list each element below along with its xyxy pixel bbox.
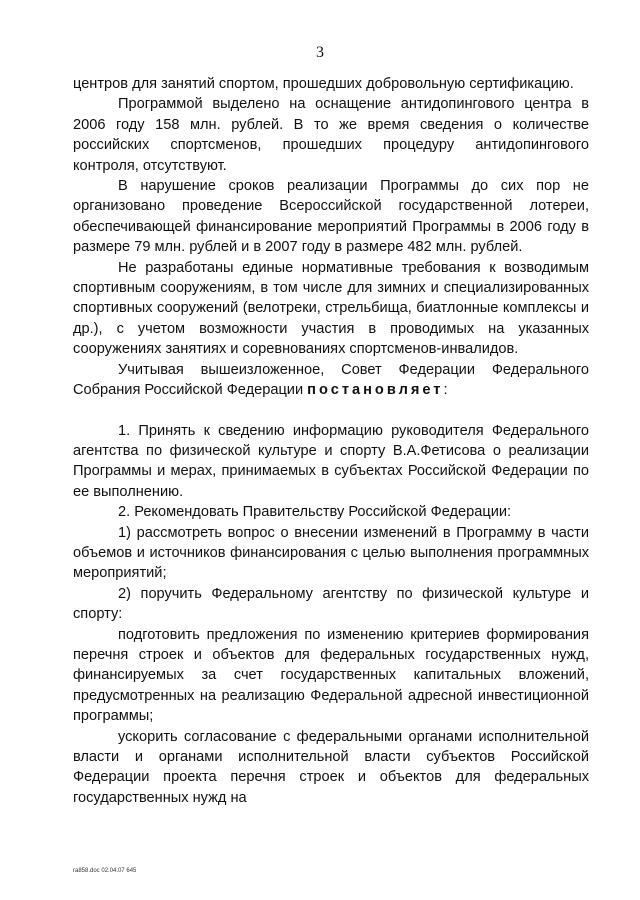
paragraph: 1) рассмотреть вопрос о внесении изменений в Программу в части объемов и источников финансирования с целью выполнения программных мероприятий; (73, 524, 589, 582)
resolution-intro: Учитывая вышеизложенное, Совет Федерации Федерального Собрания Российской Федерации (73, 361, 589, 399)
paragraph: 1. Принять к сведению информацию руководителя Федерального агентства по физической культуре и спорту В.А.Фетисова о реализации Программы и мерах, принимаемых в субъектах Российской Федерации по ее выполнению. (73, 422, 589, 500)
resolution-paragraph (73, 360, 589, 401)
document-body (73, 74, 589, 808)
file-footer: ra858.doc 02.04.07 645 (73, 868, 137, 874)
paragraph: ускорить согласование с федеральными органами исполнительной власти и органами исполнительной власти субъектов Российской Федерации проекта перечня строек и объектов для федеральных государственных нужд на (73, 728, 589, 806)
paragraph: 2. Рекомендовать Правительству Российской Федерации: (118, 504, 512, 521)
paragraph: 2) поручить Федеральному агентству по физической культуре и спорту: (73, 585, 589, 623)
paragraph: Программой выделено на оснащение антидопингового центра в 2006 году 158 млн. рублей. В то же время сведения о количестве российских спортсменов, прошедших процедуру антидопингового контроля, отсутствуют. (73, 96, 589, 174)
paragraph: Не разработаны единые нормативные требования к возводимым спортивным сооружениям, в том числе для зимних и специализированных спортивных сооружений (велотреки, стрельбища, биатлонные комплексы и др.), с учетом возможности участия в проводимых на указанных сооружениях занятиях и соревнованиях спортсменов-инвалидов. (73, 259, 589, 358)
paragraph: В нарушение сроков реализации Программы до сих пор не организовано проведение Всероссийской государственной лотереи, обеспечивающей финансирование мероприятий Программы в 2006 году в размере 79 млн. рублей и в 2007 году в размере 482 млн. рублей. (73, 178, 589, 256)
resolution-colon: : (443, 382, 448, 399)
page-number: 3 (316, 44, 324, 61)
resolution-word: постановляет (307, 382, 444, 399)
paragraph-gap (73, 401, 589, 421)
paragraph: центров для занятий спортом, прошедших добровольную сертификацию. (73, 76, 574, 92)
paragraph: подготовить предложения по изменению критериев формирования перечня строек и объектов для федеральных государственных нужд, финансируемых за счет государственных капитальных вложений, предусмотренных на реализацию Федеральной адресной инвестиционной программы; (73, 626, 589, 725)
